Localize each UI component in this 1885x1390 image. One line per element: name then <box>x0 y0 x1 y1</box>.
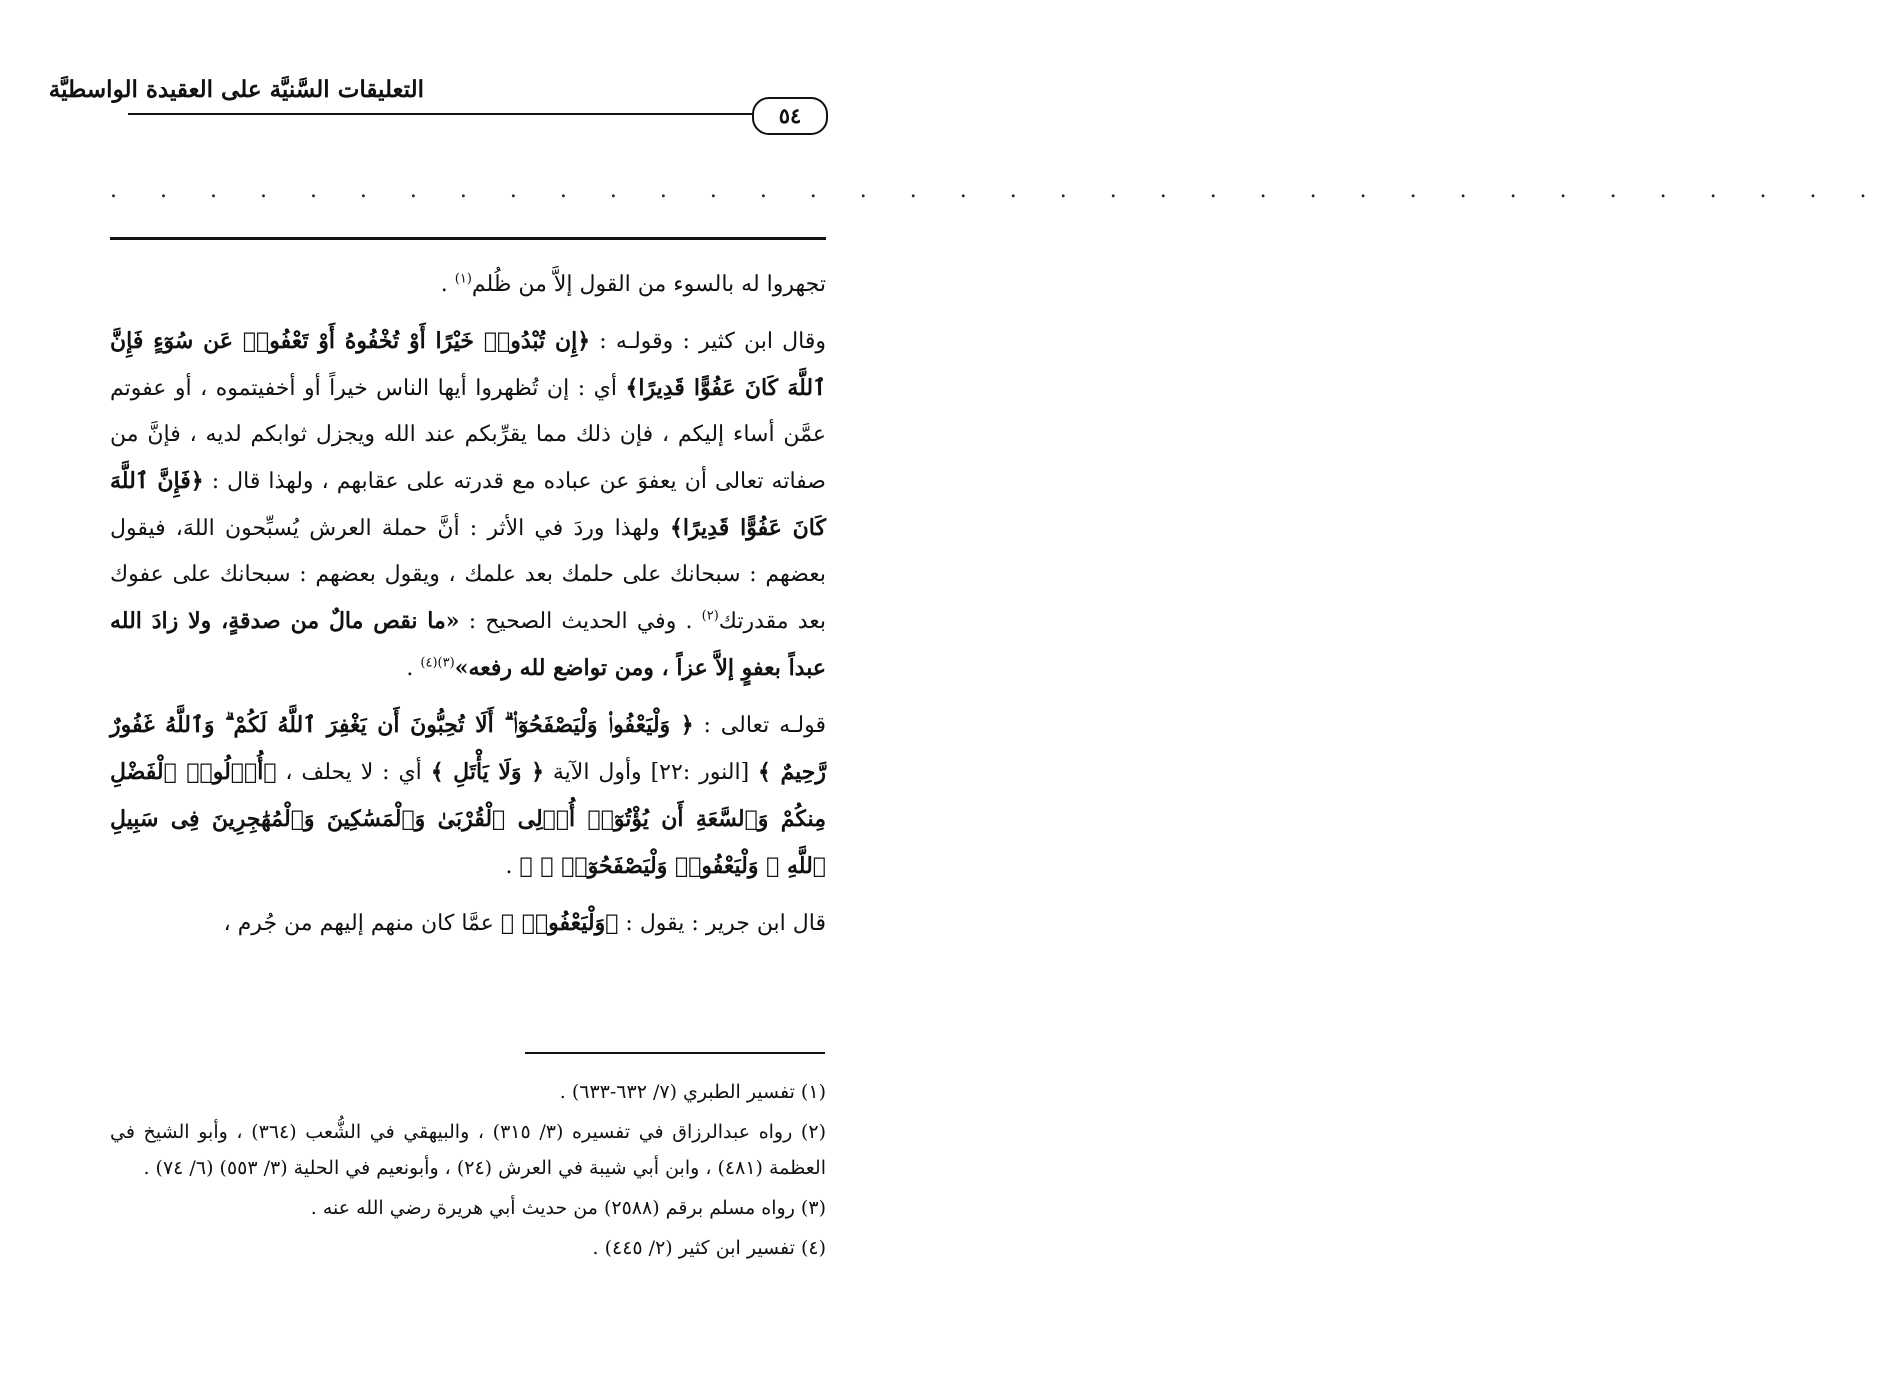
paragraph-text: قولـه تعالى : <box>693 713 826 738</box>
paragraph-4 <box>110 900 826 947</box>
quran-verse: ﴿وَلْيَعْفُوا۟ ﴾ <box>500 910 619 936</box>
quran-verse: ﴿ وَلَا يَأْتَلِ ﴾ <box>430 759 544 785</box>
paragraph-text: أي : لا يحلف ، <box>276 760 431 785</box>
footnotes <box>110 1074 826 1270</box>
paragraph-text: . <box>406 656 421 681</box>
header-rule <box>128 113 826 115</box>
paragraph-text: [النور :٢٢] وأول الآية <box>543 760 759 785</box>
paragraph-text: . <box>440 272 455 297</box>
paragraph-text: . وفي الحديث الصحيح : <box>459 609 702 634</box>
quran-verse: ﴿فَإِنَّ ٱللَّهَ كَانَ عَفُوًّا قَدِيرًا﴾ <box>110 468 826 541</box>
paragraph-text: تجهروا له بالسوء من القول إلاَّ من ظُلم <box>471 272 826 297</box>
footnote-item: (١) تفسير الطبري (٧/ ٦٣٢-٦٣٣) . <box>559 1081 826 1103</box>
footnote-item: (٢) رواه عبدالرزاق في تفسيره (٣/ ٣١٥) ، والبيهقي في الشُّعب (٣٦٤) ، وأبو الشيخ في العظمة (٤٨١) ، وابن أبي شيبة في العرش (٢٤) ، وأبونعيم في الحلية (٣/ ٥٥٣) (٦/ ٧٤) . <box>110 1121 826 1179</box>
paragraph-text: وقال ابن كثير : وقولـه : <box>590 329 827 354</box>
paragraph-3 <box>110 702 826 890</box>
page-number-badge: ٥٤ <box>752 97 828 135</box>
paragraph-text: أي : إن تُظهروا أيها الناس خيراً أو أخفيتموه ، أو عفوتم عمَّن أساء إليكم ، فإن ذلك مما يقرِّبكم عند الله ويجزل ثوابكم لديه ، فإنَّ من صفاته تعالى أن يعفوَ عن عباده مع قدرته على عقابهم ، ولهذا قال : <box>110 376 826 494</box>
paragraph-text: قال ابن جرير : يقول : <box>618 911 826 936</box>
text-top-rule <box>110 237 826 240</box>
footnote-ref: (٣)(٤) <box>420 655 455 671</box>
paragraph-text: . <box>505 854 520 879</box>
footnote-rule <box>525 1052 825 1054</box>
hadith-quote: «ما نقص مالٌ من صدقةٍ، ولا زادَ الله عبداً بعفوٍ إلاَّ عزاً ، ومن تواضع لله رفعه» <box>110 608 826 681</box>
paragraph-text: عمَّا كان منهم إليهم من جُرم ، <box>223 911 501 936</box>
paragraph-1 <box>110 262 826 308</box>
footnote-ref: (١) <box>454 271 472 287</box>
quran-verse: ﴿ وَلْيَعْفُوا۟ وَلْيَصْفَحُوٓا۟ ۗ أَلَا تُحِبُّونَ أَن يَغْفِرَ ٱللَّهُ لَكُمْ ۗ وَٱللَّهُ غَفُورٌ رَّحِيمٌ ﴾ <box>110 712 827 785</box>
footnote-item: (٤) تفسير ابن كثير (٢/ ٤٤٥) . <box>592 1237 826 1259</box>
main-text <box>110 262 826 957</box>
footnote-ref: (٢) <box>701 608 719 624</box>
running-header-title: التعليقات السَّنيَّة على العقيدة الواسطيَّة <box>48 76 424 103</box>
quran-verse: ﴿أُو۟لُوا۟ ٱلْفَضْلِ مِنكُمْ وَٱلسَّعَةِ أَن يُؤْتُوٓا۟ أُو۟لِى ٱلْقُرْبَىٰ وَٱلْمَسَٰكِينَ وَٱلْمُهَٰجِرِينَ فِى سَبِيلِ ٱللَّهِ ۖ وَلْيَعْفُوا۟ وَلْيَصْفَحُوٓا۟ ۗ ﴾ <box>110 759 826 879</box>
quran-verse: ﴿إِن تُبْدُوا۟ خَيْرًا أَوْ تُخْفُوهُ أَوْ تَعْفُوا۟ عَن سُوٓءٍ فَإِنَّ ٱللَّهَ كَانَ عَفُوًّا قَدِيرًا﴾ <box>110 328 826 401</box>
dotted-separator: . . . . . . . . . . . . . . . . . . . . . . . . . . . . . . . . . . . . <box>110 178 1885 203</box>
paragraph-text: ولهذا وردَ في الأثر : أنَّ حملة العرش يُسبِّحون اللهَ، فيقول بعضهم : سبحانك على حلمك بعد علمك ، ويقول بعضهم : سبحانك على عفوك بعد مقدرتك <box>110 516 826 634</box>
footnote-item: (٣) رواه مسلم برقم (٢٥٨٨) من حديث أبي هريرة رضي الله عنه . <box>310 1197 826 1219</box>
paragraph-2 <box>110 318 826 692</box>
